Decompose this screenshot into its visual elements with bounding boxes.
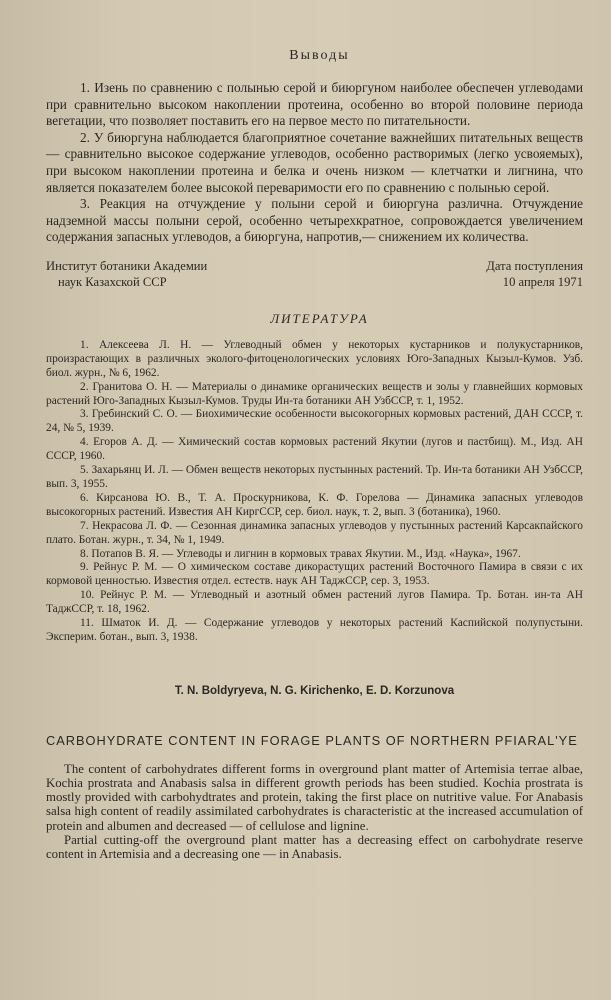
conclusion-item: 1. Изень по сравнению с полынью серой и биюргуном наиболее обеспечен углеводами при сравнительно высоком накоплении протеина, особенно во второй половине периода вегетации, что позволяет поставить его на первое место по питательности. <box>46 80 583 129</box>
affiliation-block <box>46 258 583 291</box>
reference-item: 7. Некрасова Л. Ф. — Сезонная динамика запасных углеводов у пустынных растений Карсакпайского плато. Ботан. журн., т. 34, № 1, 1949. <box>46 519 583 546</box>
conclusions-heading: Выводы <box>289 48 350 63</box>
institute-line: Институт ботаники Академии <box>46 258 208 273</box>
reference-item: 8. Потапов В. Я. — Углеводы и лигнин в кормовых травах Якутии. М., Изд. «Наука», 1967. <box>80 547 521 560</box>
reference-item: 10. Рейнус Р. М. — Углеводный и азотный обмен растений лугов Памира. Тр. Ботан. ин-та АН ТаджССР, т. 18, 1962. <box>46 589 583 616</box>
reference-item: 9. Рейнус Р. М. — О химическом составе дикорастущих растений Восточного Памира в связи с их кормовой ценностью. Известия отдел. естеств. наук АН ТаджССР, сер. 3, 1953. <box>46 561 583 588</box>
received-value: 10 апреля 1971 <box>502 275 583 290</box>
conclusions-list <box>46 80 583 246</box>
english-authors: T. N. Boldyryeva, N. G. Kirichenko, E. D. Korzunova <box>174 684 455 697</box>
literature-heading: ЛИТЕРАТУРА <box>270 310 369 326</box>
reference-list <box>46 339 583 645</box>
reference-item: 3. Гребинский С. О. — Биохимические особенности высокогорных кормовых растений, ДАН СССР, т. 24, № 5, 1939. <box>46 408 583 435</box>
conclusion-item: 2. У биюргуна наблюдается благоприятное сочетание важнейших питательных веществ — сравнительно высокое содержание углеводов, особенно растворимых (легко усвояемых), при высоком накоплении протеина и белка и очень низком — клетчатки и лигнина, что является показателем более высокой переваримости его по сравнению с полынью серой. <box>46 129 583 195</box>
received-label: Дата поступления <box>486 258 583 273</box>
institute <box>46 258 207 291</box>
abstract-paragraph: The content of carbohydrates different forms in overground plant matter of Artemisia terrae albae, Kochia prostrata and Anabasis salsa in different growth periods has been studied. Kochia prostrata is mostly provided with carbohydtrates and protein, taking the first place on nutritive value. For Anabasis salsa high content of readily assimilated carbohydrates is characteristic at the increased accumulation of protein and albumen and decreased — of cellulose and lignine. <box>46 761 583 833</box>
reference-item: 11. Шматок И. Д. — Содержание углеводов у некоторых растений Каспийской полупустыни. Эксперим. ботан., вып. 3, 1938. <box>46 617 583 643</box>
english-abstract <box>46 762 583 861</box>
english-title: CARBOHYDRATE CONTENT IN FORAGE PLANTS OF NORTHERN PFIARAL'YE <box>46 732 578 748</box>
reference-item: 6. Кирсанова Ю. В., Т. А. Проскурникова, К. Ф. Горелова — Динамика запасных углеводов высокогорных растений. Известия АН КиргССР, сер. биол. наук, т. 2, вып. 3 (ботаника), 1960. <box>46 491 583 518</box>
reference-item: 1. Алексеева Л. Н. — Углеводный обмен у некоторых кустарников и полукустарников, произрастающих в различных эколого-фитоценологических условиях Юго-Западных Кызыл-Кумов. Узб. биол. журн., № 6, 1962. <box>46 338 583 379</box>
reference-item: 4. Егоров А. Д. — Химический состав кормовых растений Якутии (лугов и пастбищ). М., Изд. АН СССР, 1960. <box>46 436 583 463</box>
reference-item: 2. Гранитова О. Н. — Материалы о динамике органических веществ и золы у главнейших кормовых растений Юго-Западных Кызыл-Кумов. Труды Ин-та ботаники АН УзбССР, т. 1, 1952. <box>46 380 583 407</box>
received-date <box>486 258 583 291</box>
conclusion-item: 3. Реакция на отчуждение у полыни серой и биюргуна различна. Отчуждение надземной массы полыни серой, особенно четырехкратное, сопровождается увеличением содержания запасных углеводов, а биюргуна, напротив,— снижением их количества. <box>46 196 583 245</box>
reference-item: 5. Захарьянц И. Л. — Обмен веществ некоторых пустынных растений. Тр. Ин-та ботаники АН УзбССР, вып. 3, 1955. <box>46 464 583 490</box>
institute-line: наук Казахской ССР <box>58 275 167 290</box>
abstract-paragraph: Partial cutting-off the overground plant matter has a decreasing effect on carbohydrate reserve content in Artemisia and a decreasing one — in Anabasis. <box>46 832 583 862</box>
